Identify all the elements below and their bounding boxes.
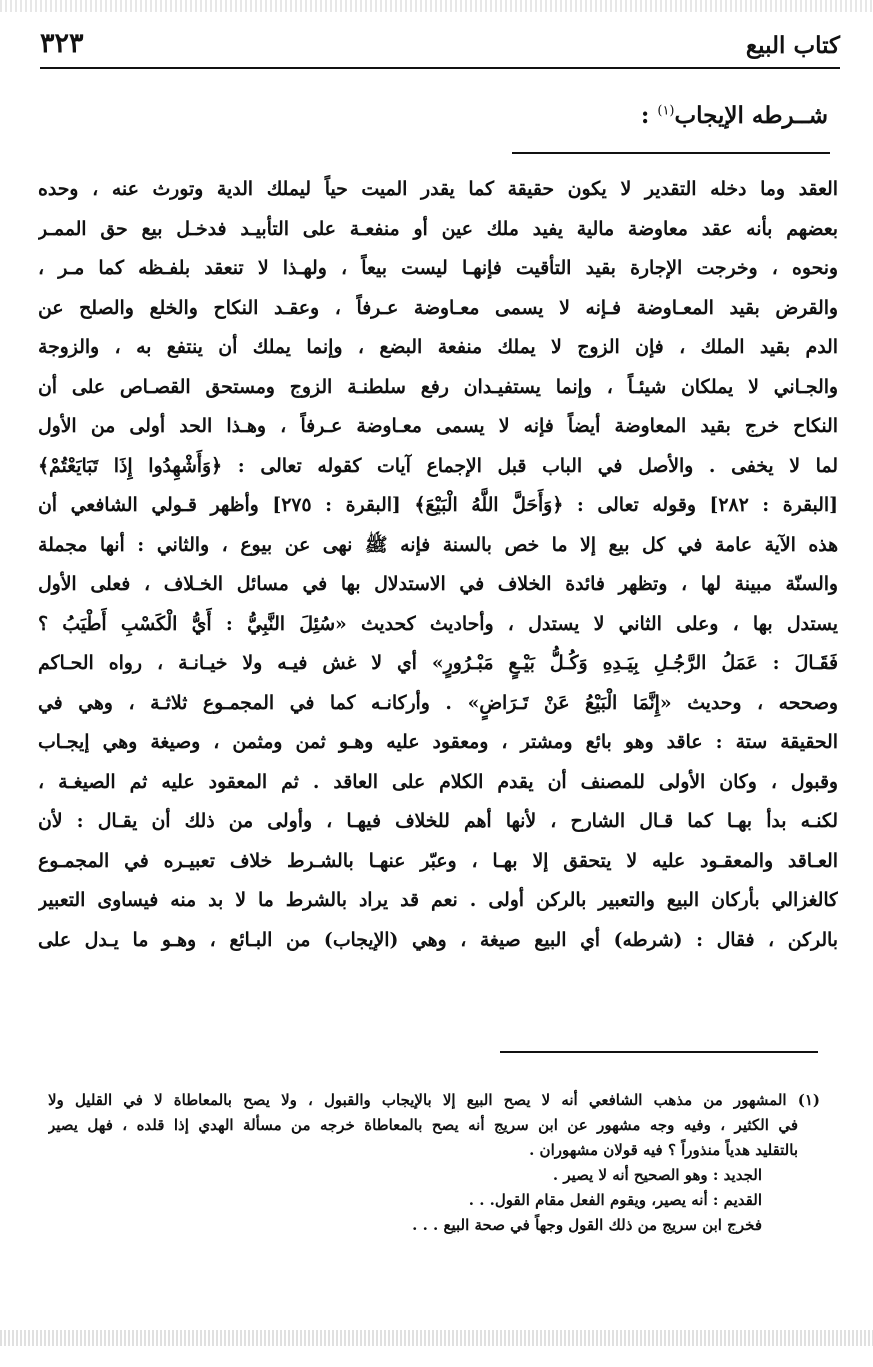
text-line: الدم بقيد الملك ، فإن الزوج لا يملك منفعة البضع ، وإنما يملك أن ينتفع به ، والزوجة [38, 336, 838, 358]
page-header [40, 24, 840, 64]
footnote-marker: (١) [657, 103, 675, 119]
section-heading [641, 102, 828, 129]
footnote-line: (١) المشهور من مذهب الشافعي أنه لا يصح البيع إلا بالإيجاب والقبول ، ولا يصح بالمعاطاة لا في القليل ولا [48, 1091, 820, 1109]
text-line: كالغزالي بأركان البيع والتعبير بالركن أولى . نعم قد يراد بالشرط ما لا بد منه فيساوى التعبير [38, 889, 838, 911]
text-line: والسنّة مبينة لها ، وتظهر فائدة الخلاف في الاستدلال بها في مسائل الخـلاف ، فعلى الأول [38, 573, 838, 595]
scan-edge-top [0, 0, 873, 12]
footnote-line: القديم : أنه يصير، ويقوم الفعل مقام القول. . . [468, 1191, 762, 1209]
text-line: لما لا يخفى . والأصل في الباب قبل الإجماع آيات كقوله تعالى : ﴿وَأَشْهِدُوا إِذَا تَبَايَعْتُمْ﴾ [38, 454, 838, 477]
text-line: ونحوه ، وخرجت الإجارة بقيد التأقيت فإنهـا ليست بيعاً ، ولهـذا لا تنعقد بلفـظه كما مـر ، [38, 257, 838, 279]
text-line: لكنـه بدأ بهـا كما قـال الشارح ، لأنها أهم للخلاف فيهـا ، وأولى من ذلك أن يقـال : لأن [38, 810, 838, 832]
text-line: هذه الآية عامة في كل بيع إلا ما خص بالسنة فإنه ﷺ نهى عن بيوع ، والثاني : أنها مجملة [38, 533, 838, 556]
footnote-line: فخرج ابن سريج من ذلك القول وجهاً في صحة البيع . . . [412, 1216, 762, 1234]
text-line: النكاح خرج بقيد المعاوضة أيضاً فإنه لا يسمى معـاوضة عـرفاً ، وهـذا الحد أولى من الأول [38, 415, 838, 437]
section-heading-text: شــرطه الإيجاب [674, 102, 828, 129]
footnote-rule [500, 1051, 818, 1053]
text-line: بالركن ، فقال : (شرطه) أي البيع صيغة ، وهي (الإيجاب) من البـائع ، وهـو ما يـدل على [38, 928, 838, 951]
footnote-line: بالتقليد هدياً منذوراً ؟ فيه قولان مشهوران . [529, 1141, 798, 1159]
text-line: وقبول ، وكان الأولى للمصنف أن يقدم الكلام على العاقد . ثم المعقود عليه ثم الصيغـة ، [38, 770, 838, 793]
text-line: والقرض بقيد المعـاوضة فـإنه لا يسمى معـاوضة عـرفاً ، وعقـد النكاح والخلع والصلح عن [38, 296, 838, 319]
text-line: يستدل بها ، وعلى الثاني لا يستدل ، وأحاديث كحديث «سُئِلَ النَّبِيُّ : أَيُّ الْكَسْبِ أَطْيَبُ ؟ [38, 612, 838, 635]
text-line: والجـاني لا يملكان شيئـاً ، وإنما يستفيـدان رفع سلطنـة الزوج ومستحق القصـاص على أن [38, 375, 838, 398]
running-title: كتاب البيع [745, 32, 840, 59]
text-line: الحقيقة ستة : عاقد وهو بائع ومشتر ، ومعقود عليه وهـو ثمن ومثمن ، وصيغة وهي إيجـاب [38, 731, 838, 753]
text-line: العـاقد والمعقـود عليه لا يتحقق إلا بهـا ، وعبّر عنهـا بالشـرط خلاف تعبيـره في المجمـوع [38, 849, 838, 872]
section-heading-colon: : [640, 102, 650, 129]
scan-edge-bottom [0, 1330, 873, 1346]
text-line: [البقرة : ٢٨٢] وقوله تعالى : ﴿وَأَحَلَّ اللَّهُ الْبَيْعَ﴾ [البقرة : ٢٧٥] وأظهر قـولي الشافعي أن [38, 494, 838, 516]
header-rule [40, 67, 840, 69]
footnote-line: في الكثير ، وفيه وجه مشهور عن ابن سريج أنه يصح بالمعاطاة خرجه من مسألة الهدي إذا قلده ، فهل يصير [48, 1116, 798, 1134]
text-line: بعضهم بأنه عقد معاوضة مالية يفيد ملك عين أو منفعـة على التأبيـد فدخـل بيع حق الممـر [38, 217, 838, 240]
heading-rule [512, 152, 830, 154]
page-number: ٣٢٣ [40, 28, 84, 59]
body-text [38, 170, 838, 960]
footnotes [48, 1088, 820, 1238]
text-line: وصححه ، وحديث «إِنَّمَا الْبَيْعُ عَنْ تَـرَاضٍ» . وأركانـه كما في المجمـوع ثلاثـة ، وهي في [38, 691, 838, 714]
footnote-line: الجديد : وهو الصحيح أنه لا يصير . [552, 1166, 762, 1184]
text-line: فَقَـالَ : عَمَلُ الرَّجُـلِ بِيَـدِهِ وَكُـلُّ بَيْـعٍ مَبْـرُورٍ» أي لا غش فيـه ولا خيـانـة ، رواه الحـاكم [38, 652, 838, 674]
text-line: العقد وما دخله التقدير لا يكون حقيقة كما يقدر الميت حياً ليملك الدية وتورث عنه ، وحده [38, 178, 838, 200]
